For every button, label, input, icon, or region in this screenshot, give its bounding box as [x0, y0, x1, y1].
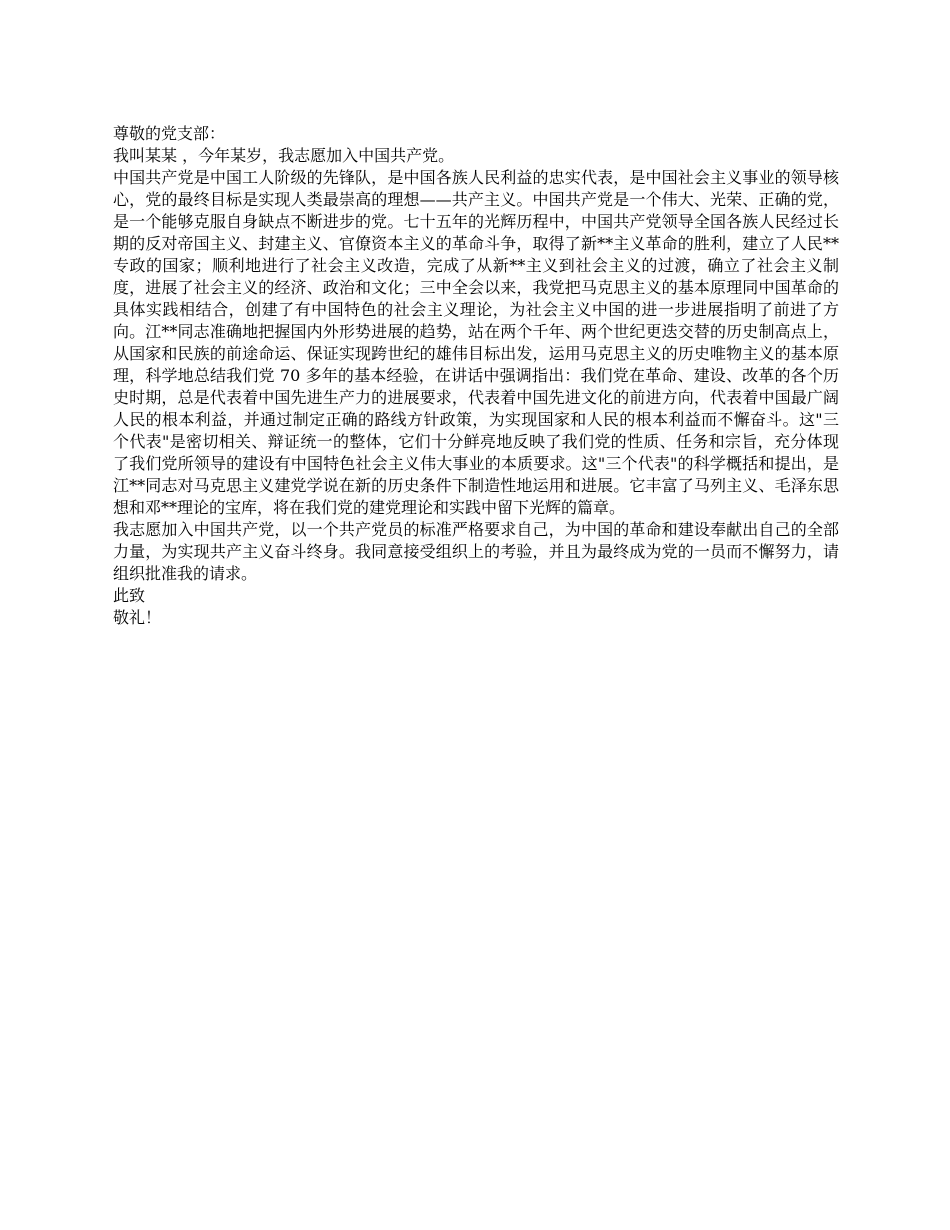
salutation: 尊敬的党支部： [113, 124, 226, 143]
letter-body [113, 123, 839, 629]
commitment-paragraph: 我志愿加入中国共产党，以一个共产党员的标准严格要求自己，为中国的革命和建设奉献出自己的全部力量，为实现共产主义奋斗终身。我同意接受组织上的考验，并且为最终成为党的一员而不懈努力，请组织批准我的请求。 [113, 520, 839, 583]
closing-ci-zhi: 此致 [113, 586, 146, 605]
closing-jing-li: 敬礼！ [113, 608, 162, 627]
intro-paragraph: 我叫某某 ，今年某岁，我志愿加入中国共产党。 [113, 146, 455, 165]
main-paragraph: 中国共产党是中国工人阶级的先锋队，是中国各族人民利益的忠实代表，是中国社会主义事业的领导核心，党的最终目标是实现人类最崇高的理想——共产主义。中国共产党是一个伟大、光荣、正确的党，是一个能够克服自身缺点不断进步的党。七十五年的光辉历程中，中国共产党领导全国各族人民经过长期的反对帝国主义、封建主义、官僚资本主义的革命斗争，取得了新**主义革命的胜利，建立了人民**专政的国家；顺利地进行了社会主义改造，完成了从新**主义到社会主义的过渡，确立了社会主义制度，进展了社会主义的经济、政治和文化；三中全会以来，我党把马克思主义的基本原理同中国革命的具体实践相结合，创建了有中国特色的社会主义理论，为社会主义中国的进一步进展指明了前进了方向。江**同志准确地把握国内外形势进展的趋势，站在两个千年、两个世纪更迭交替的历史制高点上，从国家和民族的前途命运、保证实现跨世纪的雄伟目标出发，运用马克思主义的历史唯物主义的基本原理，科学地总结我们党 70 多年的基本经验，在讲话中强调指出：我们党在革命、建设、改革的各个历史时期，总是代表着中国先进生产力的进展要求，代表着中国先进文化的前进方向，代表着中国最广阔人民的根本利益，并通过制定正确的路线方针政策，为实现国家和人民的根本利益而不懈奋斗。这"三个代表"是密切相关、辩证统一的整体，它们十分鲜亮地反映了我们党的性质、任务和宗旨，充分体现了我们党所领导的建设有中国特色社会主义伟大事业的本质要求。这"三个代表"的科学概括和提出，是江**同志对马克思主义建党学说在新的历史条件下制造性地运用和进展。它丰富了马列主义、毛泽东思想和邓**理论的宝库，将在我们党的建党理论和实践中留下光辉的篇章。 [113, 168, 839, 517]
